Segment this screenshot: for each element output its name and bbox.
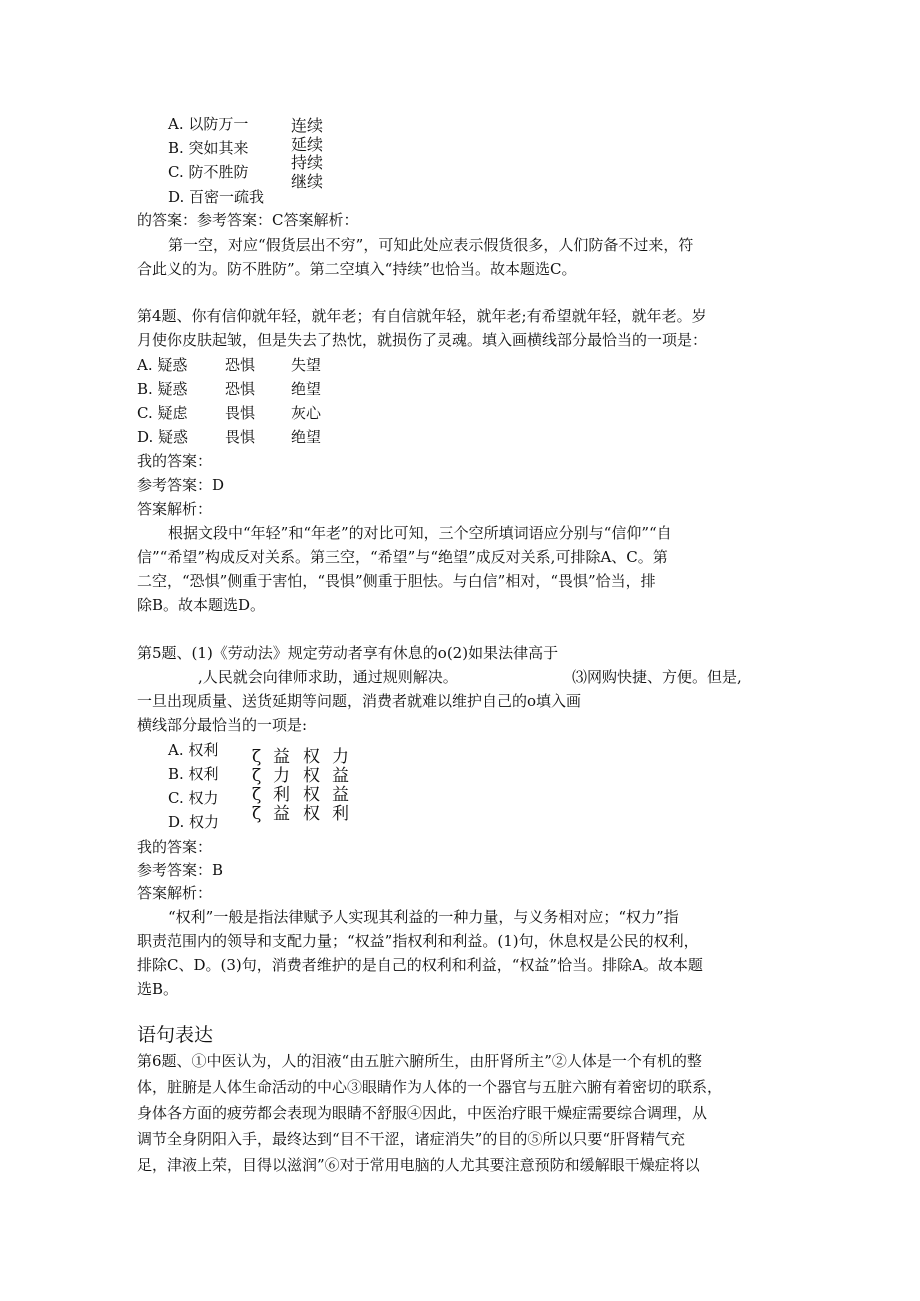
q5-row-1-char-3: 力 bbox=[332, 747, 349, 767]
q3-word-4: 继续 bbox=[291, 172, 324, 191]
q5-row-1-char-2: 权 bbox=[303, 747, 320, 767]
q5-analysis-line-1: “权利”一般是指法律赋予人实现其利益的一种力量，与义务相对应；“权力”指 bbox=[168, 908, 679, 926]
q5-analysis-line-4: 选B。 bbox=[137, 980, 179, 998]
q5-row-3-char-1: 利 bbox=[273, 785, 290, 805]
q4-stem-line-2: 月使你皮肤起皱，但是失去了热忱，就损伤了灵魂。填入画横线部分最恰当的一项是： bbox=[137, 331, 708, 349]
q4-option-b: B. 疑惑 bbox=[137, 380, 188, 398]
q4-option-d-word-2: 畏惧 bbox=[225, 428, 256, 446]
q6-line-3: 身体各方面的疲劳都会表现为眼睛不舒服④因此，中医治疗眼干燥症需要综合调理，从 bbox=[137, 1104, 708, 1122]
q5-stem-line-1: 第5题、(1)《劳动法》规定劳动者享有休息的o(2)如果法律高于 bbox=[137, 644, 559, 662]
q4-option-d-word-3: 绝望 bbox=[291, 428, 322, 446]
q5-row-4-char-2: 权 bbox=[303, 804, 320, 824]
q5-row-4-mark: ζ bbox=[252, 804, 262, 824]
q4-analysis-line-3: 二空，“恐惧”侧重于害怕，“畏惧”侧重于胆怯。与白信”相对，“畏惧”恰当，排 bbox=[137, 572, 656, 590]
q5-row-1-char-1: 益 bbox=[273, 747, 290, 767]
q4-option-b-word-2: 恐惧 bbox=[225, 380, 256, 398]
q5-row-2-char-3: 益 bbox=[332, 766, 349, 786]
q4-stem-line-1: 第4题、你有信仰就年轻，就年老；有自信就年轻，就年老;有希望就年轻，就年老。岁 bbox=[137, 307, 707, 325]
q5-row-3-mark: ζ bbox=[252, 785, 262, 805]
q4-option-c-word-2: 畏惧 bbox=[225, 404, 256, 422]
q5-stem-line-2a: ,人民就会向律师求助，通过规则解决。 bbox=[198, 668, 458, 686]
q5-option-d: D. 权力 bbox=[168, 813, 220, 831]
q4-option-a-word-2: 恐惧 bbox=[225, 356, 256, 374]
q4-analysis-label: 答案解析： bbox=[137, 500, 213, 518]
q4-option-c: C. 疑虑 bbox=[137, 404, 188, 422]
q5-row-2-char-1: 力 bbox=[273, 766, 290, 786]
q5-row-2-char-2: 权 bbox=[303, 766, 320, 786]
q5-analysis-label: 答案解析： bbox=[137, 884, 213, 902]
q5-row-3-char-3: 益 bbox=[332, 785, 349, 805]
q3-option-b: B. 突如其来 bbox=[168, 139, 249, 157]
q5-analysis-line-2: 职责范围内的领导和支配力量；“权益”指权利和利益。(1)句，休息权是公民的权利， bbox=[137, 932, 699, 950]
q4-my-answer: 我的答案： bbox=[137, 452, 213, 470]
q5-row-3-char-2: 权 bbox=[303, 785, 320, 805]
q4-option-c-word-3: 灰心 bbox=[291, 404, 322, 422]
q4-analysis-line-1: 根据文段中“年轻”和“年老”的对比可知，三个空所填词语应分别与“信仰”“自 bbox=[168, 524, 672, 542]
section-heading: 语句表达 bbox=[137, 1024, 214, 1046]
q5-stem-line-4: 横线部分最恰当的一项是: bbox=[137, 716, 308, 734]
q3-word-2: 延续 bbox=[291, 135, 324, 154]
q3-option-c: C. 防不胜防 bbox=[168, 163, 249, 181]
q5-analysis-line-3: 排除C、D。(3)句，消费者维护的是自己的权利和利益，“权益”恰当。排除A。故本题 bbox=[137, 956, 703, 974]
q4-option-b-word-3: 绝望 bbox=[291, 380, 322, 398]
q6-line-5: 足，津液上荣，目得以滋润”⑥对于常用电脑的人尤其要注意预防和缓解眼干燥症将以 bbox=[137, 1156, 700, 1174]
q5-row-4-char-1: 益 bbox=[273, 804, 290, 824]
q3-word-1: 连续 bbox=[291, 116, 324, 135]
q6-line-1: 第6题、①中医认为，人的泪液“由五脏六腑所生，由肝肾所主”②人体是一个有机的整 bbox=[137, 1052, 702, 1070]
q5-option-b: B. 权利 bbox=[168, 765, 219, 783]
q5-stem-line-2b: ⑶网购快捷、方便。但是, bbox=[572, 668, 742, 686]
q5-stem-line-3: 一旦出现质量、送货延期等问题，消费者就难以维护自己的o填入画 bbox=[137, 692, 582, 710]
q5-row-2-mark: ζ bbox=[252, 766, 262, 786]
q5-option-c: C. 权力 bbox=[168, 789, 219, 807]
q4-option-a: A. 疑惑 bbox=[137, 356, 188, 374]
q3-analysis-line-2: 合此义的为。防不胜防”。第二空填入“持续”也恰当。故本题选C。 bbox=[137, 260, 577, 278]
q4-option-a-word-3: 失望 bbox=[291, 356, 322, 374]
q4-option-d: D. 疑惑 bbox=[137, 428, 189, 446]
q6-line-2: 体，脏腑是人体生命活动的中心③眼睛作为人体的一个器官与五脏六腑有着密切的联系， bbox=[137, 1078, 723, 1096]
q4-reference-answer: 参考答案：D bbox=[137, 476, 225, 494]
q5-option-a: A. 权利 bbox=[168, 741, 219, 759]
q4-analysis-line-2: 信”“希望”构成反对关系。第三空，“希望”与“绝望”成反对关系,可排除A、C。第 bbox=[137, 548, 668, 566]
q6-line-4: 调节全身阴阳入手，最终达到“目不干涩，诸症消失”的目的⑤所以只要“肝肾精气充 bbox=[137, 1130, 686, 1148]
q5-my-answer: 我的答案： bbox=[137, 838, 213, 856]
q4-analysis-line-4: 除B。故本题选D。 bbox=[137, 596, 266, 614]
q3-word-3: 持续 bbox=[291, 153, 324, 172]
q5-reference-answer: 参考答案：B bbox=[137, 861, 224, 879]
q3-answer-line: 的答案：参考答案：C答案解析： bbox=[137, 211, 359, 229]
q3-option-a: A. 以防万一 bbox=[168, 115, 249, 133]
q5-row-1-mark: ζ bbox=[252, 747, 262, 767]
q3-analysis-line-1: 第一空，对应“假货层出不穷”，可知此处应表示假货很多，人们防备不过来，符 bbox=[168, 236, 694, 254]
q3-option-d: D. 百密一疏我 bbox=[168, 188, 265, 206]
q5-row-4-char-3: 利 bbox=[332, 804, 349, 824]
